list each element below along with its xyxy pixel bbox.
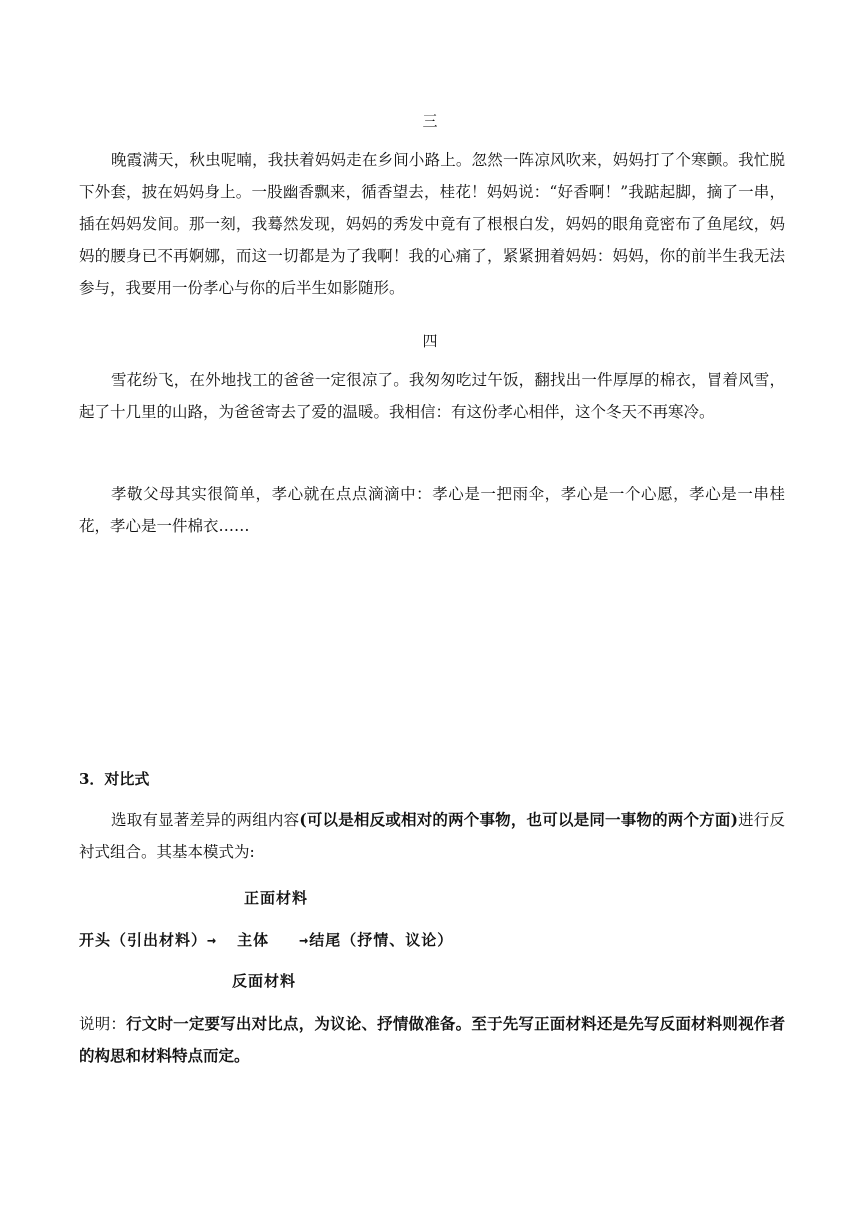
section-heading: 3．对比式 (79, 770, 150, 788)
note-paragraph (79, 1008, 785, 1072)
pattern-main-flow: 开头（引出材料）→ 主体 →结尾（抒情、议论） (79, 931, 454, 949)
pattern-positive-material: 正面材料 (244, 889, 309, 907)
note-label: 说明： (79, 1015, 127, 1033)
intro-text-3: 进行反衬式组合。其基本模式为: (79, 811, 785, 861)
section-number-3: 三 (422, 112, 438, 130)
section-4-paragraph: 雪花纷飞，在外地找工的爸爸一定很凉了。我匆匆吃过午饭，翻找出一件厚厚的棉衣，冒着风雪，起了十几里的山路，为爸爸寄去了爱的温暖。我相信：有这份孝心相伴，这个冬天不再寒冷。 (79, 371, 785, 421)
pattern-negative-material: 反面材料 (232, 972, 297, 990)
section-number-4: 四 (422, 332, 438, 350)
intro-text-1: 选取有显著差异的两组内容 (111, 811, 300, 829)
intro-text-bold: (可以是相反或相对的两个事物，也可以是同一事物的两个方面) (299, 810, 738, 829)
intro-paragraph (79, 804, 785, 868)
closing-paragraph: 孝敬父母其实很简单，孝心就在点点滴滴中：孝心是一把雨伞，孝心是一个心愿，孝心是一串桂花，孝心是一件棉衣…… (79, 485, 785, 535)
note-text: 行文时一定要写出对比点，为议论、抒情做准备。至于先写正面材料还是先写反面材料则视作者的构思和材料特点而定。 (79, 1014, 785, 1065)
section-3-paragraph: 晚霞满天，秋虫呢喃，我扶着妈妈走在乡间小路上。忽然一阵凉风吹来，妈妈打了个寒颤。我忙脱下外套，披在妈妈身上。一股幽香飘来，循香望去，桂花！妈妈说：“好香啊！”我踮起脚，摘了一串，插在妈妈发间。那一刻，我蓦然发现，妈妈的秀发中竟有了根根白发，妈妈的眼角竟密布了鱼尾纹，妈妈的腰身已不再婀娜，而这一切都是为了我啊！我的心痛了，紧紧拥着妈妈：妈妈，你的前半生我无法参与，我要用一份孝心与你的后半生如影随形。 (79, 151, 785, 297)
